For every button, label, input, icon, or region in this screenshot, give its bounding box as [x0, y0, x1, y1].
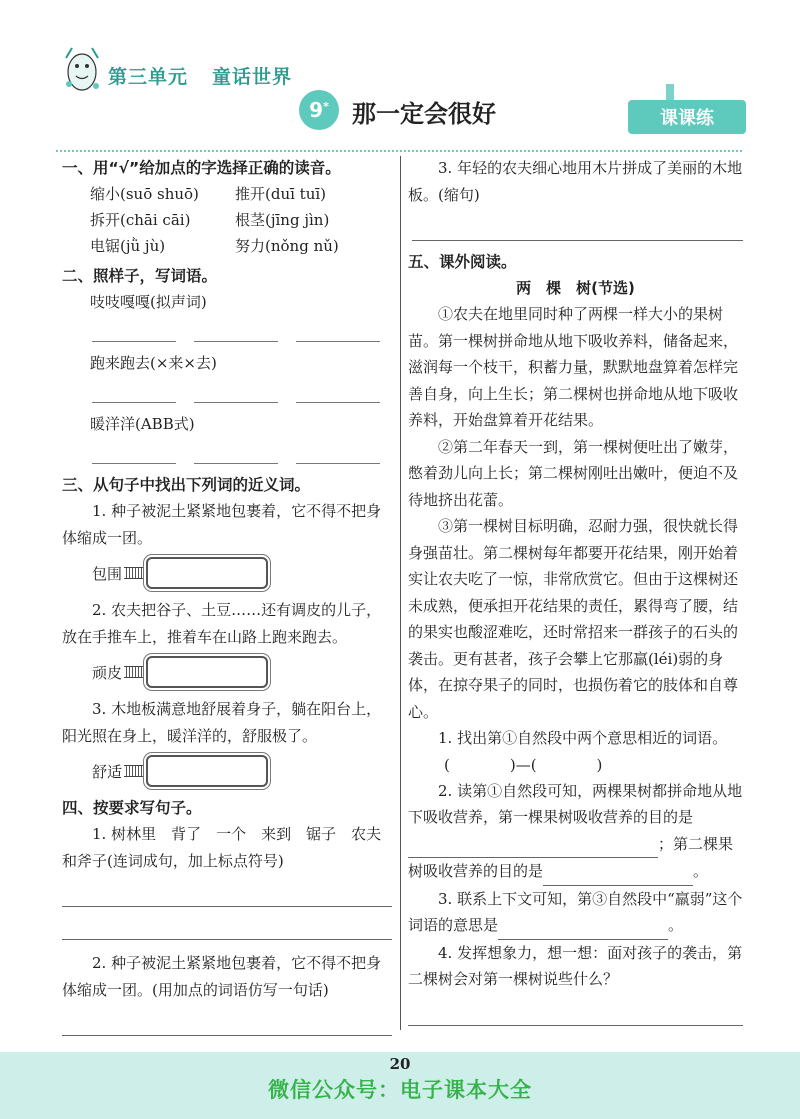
pinyin-item[interactable]: 努力(nǒng nǔ) [235, 237, 339, 255]
section-4-title: 四、按要求写句子。 [62, 799, 202, 817]
connector-icon [124, 765, 146, 777]
synonym-answer-box[interactable] [146, 755, 268, 787]
writing-line[interactable] [408, 993, 743, 1026]
unit-label: 第三单元 [108, 66, 189, 88]
question-text: 3. 木地板满意地舒展着身子，躺在阳台上，阳光照在身上，暖洋洋的，舒服极了。 [62, 700, 382, 745]
pinyin-item[interactable]: 电锯(jǜ jù) [90, 237, 166, 255]
lesson-number-badge [299, 90, 339, 130]
writing-line[interactable] [412, 208, 743, 241]
synonym-row [92, 656, 392, 688]
answer-brackets[interactable]: ( )—( ) [444, 755, 603, 774]
question-part: ；第二棵果树吸收营养的目的是 [408, 834, 734, 880]
answer-blank[interactable] [92, 319, 176, 342]
section-1-title: 一、用“√”给加点的字选择正确的读音。 [62, 159, 341, 177]
synonym-answer-box[interactable] [146, 557, 268, 589]
answer-blank[interactable] [296, 441, 380, 464]
question-part: 2. 读第①自然段可知，两棵果树都拼命地从地下吸收营养，第一棵果树吸收营养的目的是 [408, 781, 743, 826]
connector-icon [124, 567, 146, 579]
synonym-row [92, 755, 392, 787]
passage-paragraph: ①农夫在地里同时种了两棵一样大小的果树苗。第一棵树拼命地从地下吸收养料，储备起来，滋润每一个枝干，积蓄力量，默默地盘算着怎样完善自身，向上生长；第二棵树也拼命地从地下吸收养料，开始盘算着开花结果。 [408, 305, 739, 429]
pinyin-row [62, 233, 352, 259]
answer-blank[interactable] [194, 319, 278, 342]
answer-blank[interactable] [194, 441, 278, 464]
answer-blank[interactable] [543, 858, 693, 886]
synonym-word: 包围 [92, 564, 123, 583]
writing-line[interactable] [62, 907, 392, 940]
synonym-word: 顽皮 [92, 663, 123, 682]
synonym-row [92, 557, 392, 589]
question-text: 1. 种子被泥土紧紧地包裹着，它不得不把身体缩成一团。 [62, 502, 382, 547]
passage-paragraph: ②第二年春天一到，第一棵树便吐出了嫩芽，憋着劲儿向上长；第二棵树刚吐出嫩叶，便迫不及待地挤出花蕾。 [408, 437, 739, 509]
question-text: 2. 种子被泥土紧紧地包裹着，它不得不把身体缩成一团。(用加点的词语仿写一句话) [62, 954, 382, 999]
connector-icon [124, 666, 146, 678]
question-text: 4. 发挥想象力，想一想：面对孩子的袭击，第二棵树会对第一棵树说些什么？ [408, 943, 743, 988]
answer-blank[interactable] [194, 380, 278, 403]
right-column [408, 155, 743, 1059]
header-divider [56, 150, 742, 152]
answer-blank[interactable] [408, 831, 658, 859]
pinyin-item[interactable]: 拆开(chāi cāi) [90, 211, 191, 229]
answer-blank[interactable] [92, 441, 176, 464]
question-part: 3. 联系上下文可知，第③自然段中“羸弱”这个词语的意思是 [408, 889, 743, 934]
lesson-number: 9 [309, 98, 324, 122]
practice-badge: 课课练 [628, 100, 746, 134]
page-number: 20 [389, 1055, 411, 1073]
word-example: 跑来跑去(×来×去) [90, 354, 217, 372]
pinyin-row [62, 207, 352, 233]
question-text [408, 778, 743, 886]
writing-line[interactable] [62, 874, 392, 907]
word-example: 暖洋洋(ABB式) [90, 415, 195, 433]
left-column [62, 155, 397, 1069]
section-5-title: 五、课外阅读。 [408, 253, 517, 271]
passage-paragraph: ③第一棵树目标明确，忍耐力强，很快就长得身强苗壮。第二棵树每年都要开花结果，刚开始着实让农夫吃了一惊，非常欣赏它。但由于这棵树还未成熟，便承担开花结果的责任，累得弯了腰，结的果实也酸涩难吃，还时常招来一群孩子的石头的袭击。更有甚者，孩子会攀上它那羸(léi)弱的身体，在掠夺果子的同时，也损伤着它的肢体和自尊心。 [408, 517, 739, 721]
lesson-star: * [323, 99, 329, 113]
section-3-title: 三、从句子中找出下列词的近义词。 [62, 476, 311, 494]
answer-blank[interactable] [92, 380, 176, 403]
wechat-watermark: 微信公众号：电子课本大全 [268, 1078, 532, 1102]
answer-blank[interactable] [296, 380, 380, 403]
question-text: 3. 年轻的农夫细心地用木片拼成了美丽的木地板。(缩句) [408, 159, 743, 204]
section-2-title: 二、照样子，写词语。 [62, 267, 218, 285]
question-part: 。 [668, 916, 684, 934]
answer-blank[interactable] [296, 319, 380, 342]
unit-theme: 童话世界 [212, 66, 293, 88]
question-part: 。 [693, 862, 709, 880]
passage-title: 两 棵 树(节选) [516, 279, 635, 297]
question-text: 1. 树林里 背了 一个 来到 锯子 农夫 和斧子(连词成句，加上标点符号) [62, 825, 397, 870]
question-text: 2. 农夫把谷子、土豆……还有调皮的儿子，放在手推车上，推着车在山路上跑来跑去。 [62, 601, 382, 646]
lesson-title: 那一定会很好 [352, 99, 496, 128]
unit-heading [108, 62, 316, 89]
answer-blanks [92, 319, 392, 342]
column-divider [400, 156, 401, 1030]
pinyin-row [62, 181, 352, 207]
synonym-word: 舒适 [92, 762, 123, 781]
badge-post [666, 84, 674, 100]
synonym-answer-box[interactable] [146, 656, 268, 688]
answer-blanks [92, 441, 392, 464]
pinyin-item[interactable]: 根茎(jīng jìn) [235, 211, 330, 229]
answer-blanks [92, 380, 392, 403]
answer-blank[interactable] [498, 912, 668, 940]
unit-mascot-icon [60, 44, 104, 96]
word-example: 吱吱嘎嘎(拟声词) [90, 293, 207, 311]
writing-line[interactable] [62, 1003, 392, 1036]
question-text: 1. 找出第①自然段中两个意思相近的词语。 [438, 729, 728, 747]
pinyin-item[interactable]: 推开(duī tuī) [235, 185, 327, 203]
question-text [408, 886, 743, 940]
pinyin-item[interactable]: 缩小(suō shuō) [90, 185, 199, 203]
